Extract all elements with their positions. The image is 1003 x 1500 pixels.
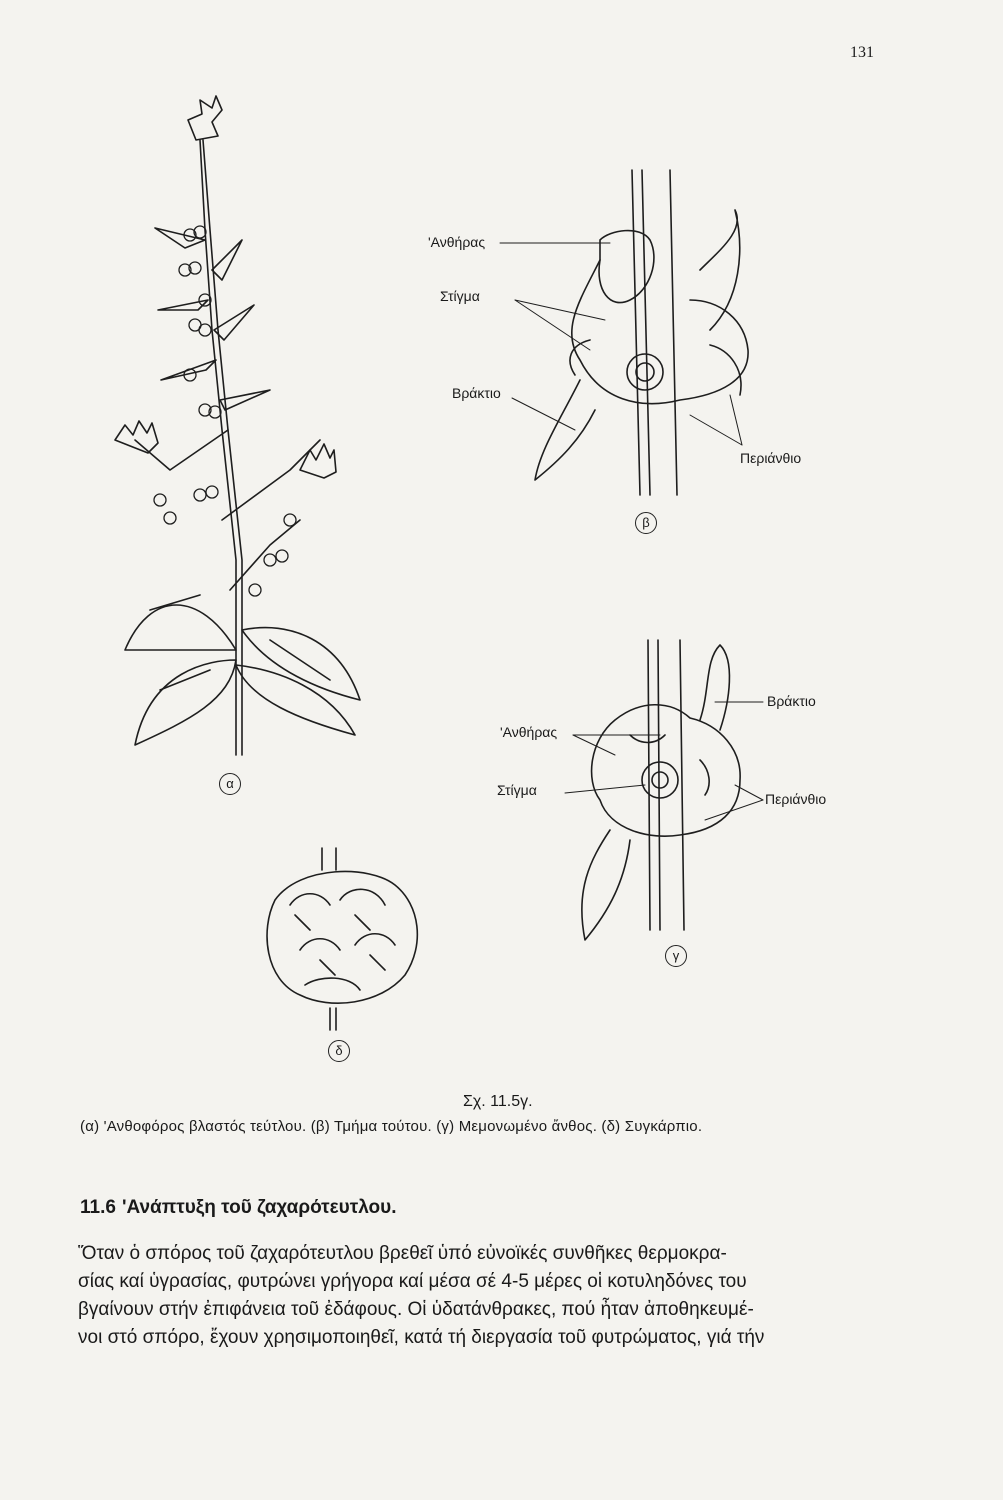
section-number: 11.6: [80, 1197, 116, 1218]
syncarp-drawing: [267, 848, 417, 1030]
gamma-label-bract: Βράκτιο: [767, 693, 816, 709]
gamma-label-perianth: Περιάνθιο: [765, 791, 827, 807]
panel-marker-a: α: [219, 773, 241, 795]
paragraph-line: σίας καί ὑγρασίας, φυτρώνει γρήγορα καί μέσα σέ 4-5 μέρες οἱ κοτυληδόνες του: [78, 1271, 747, 1292]
flowering-shoot-drawing: [115, 96, 360, 755]
panel-marker-b: β: [635, 512, 657, 534]
gamma-label-stigma: Στίγμα: [497, 782, 537, 798]
section-title-text: 'Ανάπτυξη τοῦ ζαχαρότευτλου.: [121, 1197, 397, 1218]
section-heading: [80, 1197, 396, 1219]
gamma-pointer-lines: [565, 702, 763, 820]
stem-section-drawing: [535, 170, 748, 495]
paragraph-line: νοι στό σπόρο, ἔχουν χρησιμοποιηθεῖ, κατά τή διεργασία τοῦ φυτρώματος, γιά τήν: [78, 1327, 765, 1348]
figure-caption-text: (α) 'Ανθοφόρος βλαστός τεύτλου. (β) Τμήμα τούτου. (γ) Μεμονωμένο ἄνθος. (δ) Συγκάρπιο.: [80, 1118, 703, 1135]
paragraph-line: βγαίνουν στήν ἐπιφάνεια τοῦ ἐδάφους. Οἱ ὑδατάνθρακες, πού ἦταν ἀποθηκευμέ-: [78, 1299, 754, 1320]
beta-label-anther: 'Ανθήρας: [428, 234, 486, 250]
body-paragraph: [78, 1240, 908, 1352]
beta-label-perianth: Περιάνθιο: [740, 450, 802, 466]
paragraph-line: Ὅταν ὁ σπόρος τοῦ ζαχαρότευτλου βρεθεῖ ὑπό εὐνοϊκές συνθῆκες θερμοκρα-: [78, 1243, 727, 1264]
beta-label-stigma: Στίγμα: [440, 288, 480, 304]
beta-pointer-lines: [500, 243, 742, 445]
isolated-flower-drawing: [582, 640, 740, 940]
figure-caption-title: Σχ. 11.5γ.: [463, 1093, 533, 1110]
panel-marker-g: γ: [665, 945, 687, 967]
panel-marker-d: δ: [328, 1040, 350, 1062]
beta-label-bract: Βράκτιο: [452, 385, 501, 401]
page-number: 131: [850, 44, 874, 61]
gamma-label-anther: 'Ανθήρας: [500, 724, 558, 740]
